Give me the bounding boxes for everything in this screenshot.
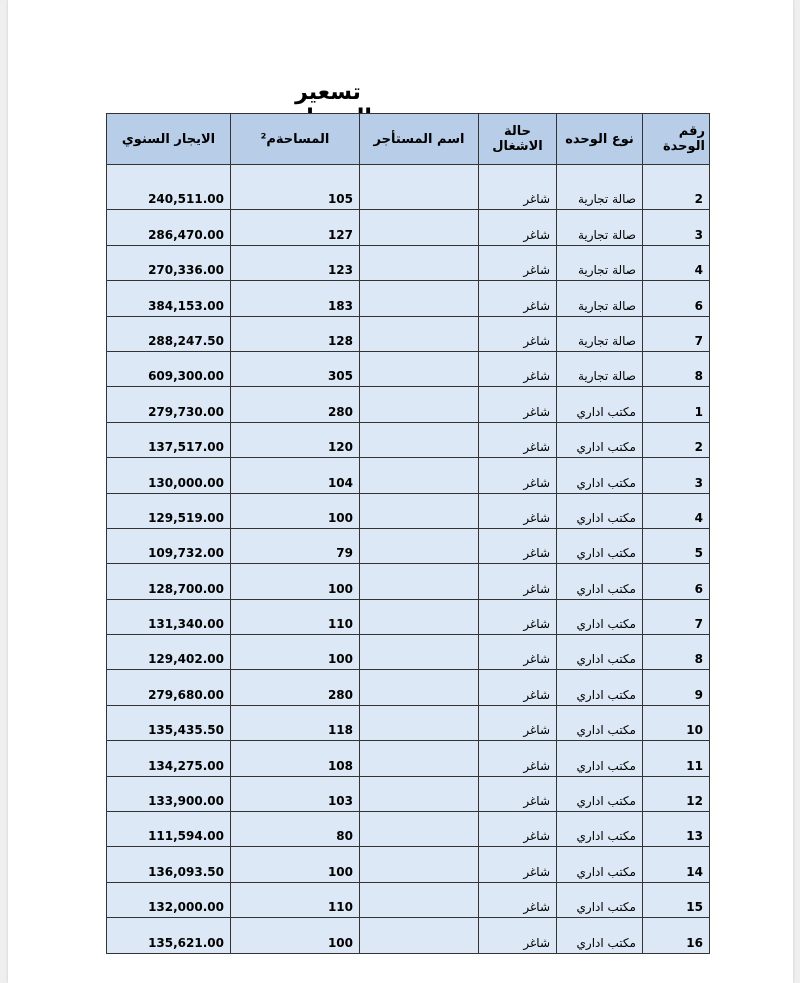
cell-area: 104	[231, 458, 360, 493]
table-header-row	[107, 114, 710, 165]
table-row	[107, 387, 710, 422]
cell-tenant-name	[360, 422, 479, 457]
cell-unit-number: 6	[643, 564, 710, 599]
cell-annual-rent: 137,517.00	[107, 422, 231, 457]
cell-area: 120	[231, 422, 360, 457]
units-pricing-table	[106, 113, 710, 954]
cell-tenant-name	[360, 670, 479, 705]
table-row	[107, 422, 710, 457]
cell-annual-rent: 129,519.00	[107, 493, 231, 528]
cell-tenant-name	[360, 918, 479, 953]
cell-unit-type: صالة تجارية	[557, 351, 643, 386]
table-row	[107, 351, 710, 386]
cell-annual-rent: 131,340.00	[107, 599, 231, 634]
page-title: تسعير	[295, 80, 361, 105]
cell-unit-type: صالة تجارية	[557, 175, 643, 210]
cell-occupancy-status: شاغر	[479, 882, 557, 917]
table-row	[107, 245, 710, 280]
table-row	[107, 847, 710, 882]
cell-occupancy-status: شاغر	[479, 175, 557, 210]
cell-area: 80	[231, 812, 360, 847]
cell-unit-number: 2	[643, 175, 710, 210]
cell-occupancy-status: شاغر	[479, 316, 557, 351]
cell-unit-type: مكتب اداري	[557, 670, 643, 705]
table-row	[107, 776, 710, 811]
cell-area: 110	[231, 882, 360, 917]
table-row	[107, 635, 710, 670]
cell-unit-number: 9	[643, 670, 710, 705]
cell-unit-number: 11	[643, 741, 710, 776]
cell-tenant-name	[360, 175, 479, 210]
cell-occupancy-status: شاغر	[479, 705, 557, 740]
cell-area: 280	[231, 387, 360, 422]
cell-occupancy-status: شاغر	[479, 812, 557, 847]
cell-occupancy-status: شاغر	[479, 387, 557, 422]
cell-annual-rent: 130,000.00	[107, 458, 231, 493]
cell-unit-number: 3	[643, 458, 710, 493]
cell-area: 305	[231, 351, 360, 386]
table-row	[107, 741, 710, 776]
header-occupancy-status: حالة الاشغال	[479, 114, 557, 165]
cell-annual-rent: 240,511.00	[107, 175, 231, 210]
cell-tenant-name	[360, 351, 479, 386]
cell-occupancy-status: شاغر	[479, 635, 557, 670]
cell-area: 100	[231, 493, 360, 528]
cell-area: 280	[231, 670, 360, 705]
table-row	[107, 812, 710, 847]
cell-annual-rent: 133,900.00	[107, 776, 231, 811]
cell-occupancy-status: شاغر	[479, 245, 557, 280]
table-row	[107, 670, 710, 705]
table-row	[107, 918, 710, 953]
cell-unit-type: مكتب اداري	[557, 564, 643, 599]
cell-occupancy-status: شاغر	[479, 493, 557, 528]
cell-area: 108	[231, 741, 360, 776]
cell-occupancy-status: شاغر	[479, 281, 557, 316]
cell-area: 128	[231, 316, 360, 351]
cell-occupancy-status: شاغر	[479, 776, 557, 811]
cell-unit-number: 15	[643, 882, 710, 917]
cell-unit-number: 12	[643, 776, 710, 811]
cell-area: 127	[231, 210, 360, 245]
table-row	[107, 882, 710, 917]
cell-tenant-name	[360, 812, 479, 847]
cell-tenant-name	[360, 493, 479, 528]
table-row	[107, 458, 710, 493]
cell-unit-number: 14	[643, 847, 710, 882]
cell-unit-type: مكتب اداري	[557, 812, 643, 847]
cell-unit-number: 8	[643, 351, 710, 386]
cell-unit-number: 4	[643, 493, 710, 528]
cell-unit-number: 7	[643, 316, 710, 351]
cell-unit-number: 13	[643, 812, 710, 847]
cell-unit-type: مكتب اداري	[557, 918, 643, 953]
cell-annual-rent: 136,093.50	[107, 847, 231, 882]
header-unit-type: نوع الوحده	[557, 114, 643, 165]
cell-unit-number: 2	[643, 422, 710, 457]
table-row	[107, 316, 710, 351]
cell-annual-rent: 609,300.00	[107, 351, 231, 386]
cell-tenant-name	[360, 705, 479, 740]
cell-unit-number: 8	[643, 635, 710, 670]
header-area: المساحةم²	[231, 114, 360, 165]
cell-unit-type: صالة تجارية	[557, 245, 643, 280]
cell-occupancy-status: شاغر	[479, 741, 557, 776]
cell-unit-type: مكتب اداري	[557, 599, 643, 634]
cell-annual-rent: 384,153.00	[107, 281, 231, 316]
table-row	[107, 528, 710, 563]
cell-tenant-name	[360, 741, 479, 776]
cell-area: 100	[231, 635, 360, 670]
cell-area: 103	[231, 776, 360, 811]
cell-unit-type: مكتب اداري	[557, 705, 643, 740]
cell-annual-rent: 135,621.00	[107, 918, 231, 953]
cell-occupancy-status: شاغر	[479, 458, 557, 493]
cell-area: 105	[231, 175, 360, 210]
cell-tenant-name	[360, 882, 479, 917]
cell-unit-number: 10	[643, 705, 710, 740]
cell-area: 100	[231, 918, 360, 953]
cell-tenant-name	[360, 210, 479, 245]
table-row	[107, 175, 710, 210]
header-annual-rent: الايجار السنوي	[107, 114, 231, 165]
cell-tenant-name	[360, 847, 479, 882]
table-row	[107, 281, 710, 316]
header-unit-number: رقم الوحدة	[643, 114, 710, 165]
table-row	[107, 493, 710, 528]
cell-unit-type: مكتب اداري	[557, 387, 643, 422]
cell-area: 100	[231, 564, 360, 599]
cell-unit-type: مكتب اداري	[557, 847, 643, 882]
cell-annual-rent: 111,594.00	[107, 812, 231, 847]
cell-occupancy-status: شاغر	[479, 918, 557, 953]
cell-unit-type: مكتب اداري	[557, 528, 643, 563]
cell-unit-type: صالة تجارية	[557, 210, 643, 245]
cell-unit-type: مكتب اداري	[557, 741, 643, 776]
cell-area: 118	[231, 705, 360, 740]
header-tenant-name: اسم المستأجر	[360, 114, 479, 165]
cell-annual-rent: 129,402.00	[107, 635, 231, 670]
cell-occupancy-status: شاغر	[479, 670, 557, 705]
cell-tenant-name	[360, 387, 479, 422]
cell-annual-rent: 270,336.00	[107, 245, 231, 280]
cell-unit-type: صالة تجارية	[557, 316, 643, 351]
cell-annual-rent: 135,435.50	[107, 705, 231, 740]
cell-unit-type: مكتب اداري	[557, 422, 643, 457]
cell-tenant-name	[360, 776, 479, 811]
cell-unit-number: 5	[643, 528, 710, 563]
cell-occupancy-status: شاغر	[479, 564, 557, 599]
cell-unit-type: مكتب اداري	[557, 776, 643, 811]
header-spacer-row	[107, 165, 710, 176]
cell-annual-rent: 279,680.00	[107, 670, 231, 705]
cell-unit-number: 16	[643, 918, 710, 953]
table-row	[107, 599, 710, 634]
cell-unit-number: 1	[643, 387, 710, 422]
cell-unit-type: صالة تجارية	[557, 281, 643, 316]
cell-occupancy-status: شاغر	[479, 599, 557, 634]
cell-tenant-name	[360, 316, 479, 351]
cell-unit-number: 7	[643, 599, 710, 634]
cell-tenant-name	[360, 528, 479, 563]
cell-occupancy-status: شاغر	[479, 528, 557, 563]
cell-occupancy-status: شاغر	[479, 422, 557, 457]
table-row	[107, 210, 710, 245]
cell-occupancy-status: شاغر	[479, 847, 557, 882]
cell-unit-number: 4	[643, 245, 710, 280]
cell-annual-rent: 279,730.00	[107, 387, 231, 422]
cell-tenant-name	[360, 458, 479, 493]
cell-unit-number: 6	[643, 281, 710, 316]
cell-occupancy-status: شاغر	[479, 351, 557, 386]
cell-annual-rent: 109,732.00	[107, 528, 231, 563]
cell-annual-rent: 286,470.00	[107, 210, 231, 245]
cell-area: 79	[231, 528, 360, 563]
cell-unit-type: مكتب اداري	[557, 635, 643, 670]
cell-unit-type: مكتب اداري	[557, 493, 643, 528]
cell-area: 100	[231, 847, 360, 882]
cell-unit-type: مكتب اداري	[557, 882, 643, 917]
cell-unit-number: 3	[643, 210, 710, 245]
cell-annual-rent: 132,000.00	[107, 882, 231, 917]
document-page	[8, 0, 793, 983]
cell-tenant-name	[360, 564, 479, 599]
cell-tenant-name	[360, 599, 479, 634]
cell-area: 110	[231, 599, 360, 634]
cell-tenant-name	[360, 245, 479, 280]
table-row	[107, 564, 710, 599]
cell-occupancy-status: شاغر	[479, 210, 557, 245]
cell-tenant-name	[360, 635, 479, 670]
cell-annual-rent: 128,700.00	[107, 564, 231, 599]
cell-area: 123	[231, 245, 360, 280]
cell-annual-rent: 288,247.50	[107, 316, 231, 351]
cell-area: 183	[231, 281, 360, 316]
cell-annual-rent: 134,275.00	[107, 741, 231, 776]
table-row	[107, 705, 710, 740]
cell-unit-type: مكتب اداري	[557, 458, 643, 493]
cell-tenant-name	[360, 281, 479, 316]
